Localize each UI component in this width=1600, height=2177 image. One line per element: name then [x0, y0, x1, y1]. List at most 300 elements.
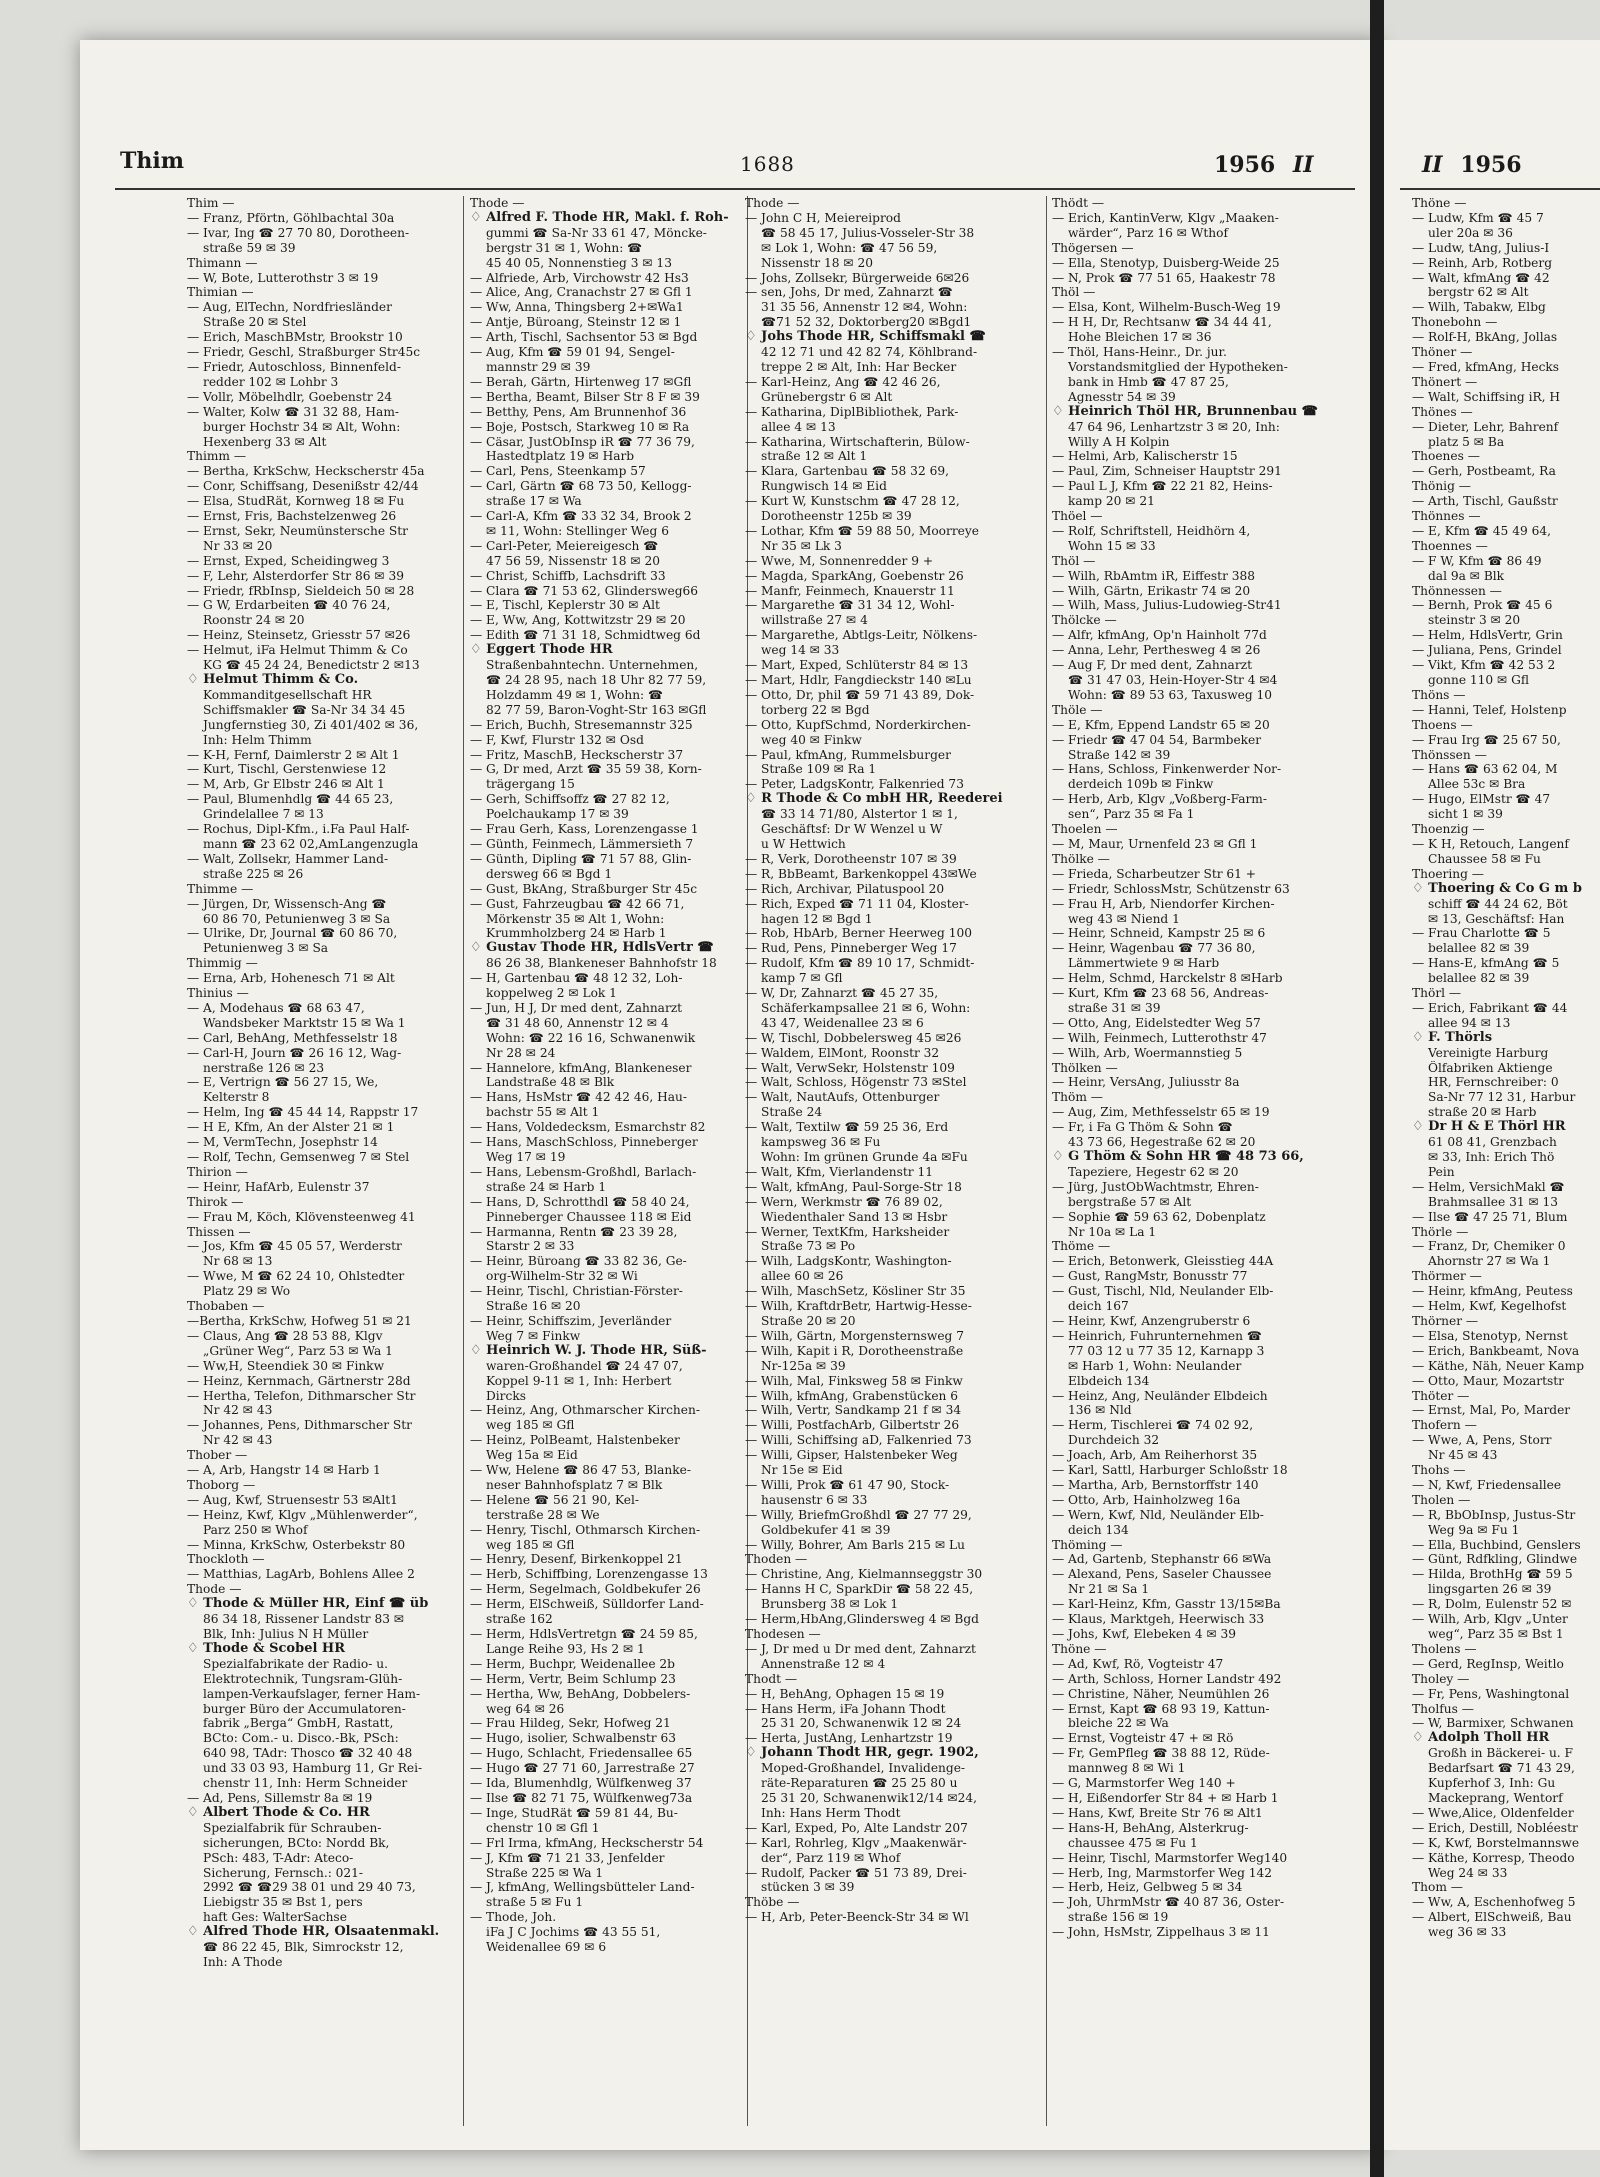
- directory-entry: — Carl-H, Journ ☎ 26 16 12, Wag-: [187, 1045, 402, 1060]
- directory-entry: redder 102 ✉ Lohbr 3: [203, 374, 339, 389]
- directory-entry: — Frieda, Scharbeutzer Str 61 +: [1052, 866, 1257, 881]
- directory-entry: — Walt, kfmAng ☎ 42: [1412, 270, 1550, 285]
- directory-entry: Thörle —: [1412, 1224, 1469, 1239]
- directory-entry: steinstr 3 ✉ 20: [1428, 613, 1521, 628]
- directory-entry: Nr 45 ✉ 43: [1428, 1448, 1498, 1463]
- directory-entry: 60 86 70, Petunienweg 3 ✉ Sa: [203, 911, 391, 926]
- directory-entry: bank in Hmb ☎ 47 87 25,: [1068, 374, 1229, 389]
- directory-entry: burger Büro der Accumulatoren-: [203, 1701, 406, 1716]
- directory-entry: — Edith ☎ 71 31 18, Schmidtweg 6d: [470, 628, 701, 643]
- directory-entry: Mackeprang, Wentorf: [1428, 1790, 1563, 1805]
- directory-entry: nerstraße 126 ✉ 23: [203, 1060, 325, 1075]
- directory-entry: straße 162: [486, 1612, 553, 1627]
- directory-entry: — Heinr, Büroang ☎ 33 82 36, Ge-: [470, 1254, 687, 1269]
- directory-entry: — Wilh, Arb, Woermannstieg 5: [1052, 1045, 1243, 1060]
- directory-entry: — Hans, Lebensm-Großhdl, Barlach-: [470, 1164, 697, 1179]
- directory-entry: 42 12 71 und 42 82 74, Köhlbrand-: [761, 345, 978, 360]
- directory-entry: — Klara, Gartenbau ☎ 58 32 69,: [745, 464, 949, 479]
- directory-entry: allee 60 ✉ 26: [761, 1269, 844, 1284]
- directory-entry: — Hanns H C, SparkDir ☎ 58 22 45,: [745, 1582, 974, 1597]
- directory-entry: — Aug, Kfm ☎ 59 01 94, Sengel-: [470, 345, 675, 360]
- directory-entry: — M, VermTechn, Josephstr 14: [187, 1135, 378, 1150]
- directory-entry: Straße 24: [761, 1105, 823, 1120]
- directory-entry: — Karl, Exped, Po, Alte Landstr 207: [745, 1820, 968, 1835]
- directory-entry: — Frau Irg ☎ 25 67 50,: [1412, 732, 1561, 747]
- directory-entry: Thoering —: [1412, 866, 1484, 881]
- directory-entry: — Frau Charlotte ☎ 5: [1412, 926, 1551, 941]
- directory-entry: torberg 22 ✉ Bgd: [761, 702, 870, 717]
- directory-entry: —Bertha, KrkSchw, Hofweg 51 ✉ 21: [187, 1313, 412, 1328]
- directory-entry: — Willi, PostfachArb, Gilbertstr 26: [745, 1418, 960, 1433]
- directory-entry: Krummholzberg 24 ✉ Harb 1: [486, 926, 667, 941]
- directory-entry: — Heinr, Schiffszim, Jeverländer: [470, 1313, 672, 1328]
- directory-entry: gummi ☎ Sa-Nr 33 61 47, Möncke-: [486, 225, 707, 240]
- directory-entry: lampen-Verkaufslager, ferner Ham-: [203, 1686, 421, 1701]
- directory-entry: — Kurt, Kfm ☎ 23 68 56, Andreas-: [1052, 986, 1269, 1001]
- directory-entry: Weidenallee 69 ✉ 6: [486, 1940, 607, 1955]
- directory-entry: — N, Prok ☎ 77 51 65, Haakestr 78: [1052, 270, 1276, 285]
- directory-entry: weg 40 ✉ Finkw: [761, 732, 862, 747]
- directory-entry: Nr 33 ✉ 20: [203, 538, 273, 553]
- directory-entry: — Walt, NautAufs, Ottenburger: [745, 1090, 940, 1105]
- directory-entry: — Paul L J, Kfm ☎ 22 21 82, Heins-: [1052, 479, 1273, 494]
- directory-entry: Straßenbahntechn. Unternehmen,: [486, 658, 699, 673]
- directory-entry: Thörmer —: [1412, 1269, 1482, 1284]
- directory-entry: waren-Großhandel ☎ 24 47 07,: [486, 1358, 683, 1373]
- directory-entry: Spezialfabrik für Schrauben-: [203, 1820, 382, 1835]
- directory-entry: Goldbekufer 41 ✉ 39: [761, 1522, 891, 1537]
- directory-entry: — Ad, Pens, Sillemstr 8a ✉ 19: [187, 1790, 373, 1805]
- directory-entry: — Erich, Betonwerk, Gleisstieg 44A: [1052, 1254, 1274, 1269]
- directory-entry: Brunsberg 38 ✉ Lok 1: [761, 1597, 899, 1612]
- directory-entry: ♢ Thode & Scobel HR: [187, 1641, 346, 1656]
- directory-entry: ♢ F. Thörls: [1412, 1030, 1493, 1045]
- directory-entry: platz 5 ✉ Ba: [1428, 434, 1505, 449]
- directory-entry: mannweg 8 ✉ Wi 1: [1068, 1761, 1186, 1776]
- directory-entry: — Otto, Dr, phil ☎ 59 71 43 89, Dok-: [745, 687, 975, 702]
- directory-entry: — Ww, Helene ☎ 86 47 53, Blanke-: [470, 1463, 691, 1478]
- directory-entry: — Margarethe ☎ 31 34 12, Wohl-: [745, 598, 955, 613]
- directory-entry: Wohn: ☎ 89 53 63, Taxusweg 10: [1068, 687, 1273, 702]
- directory-entry: — Peter, LadgsKontr, Falkenried 73: [745, 777, 964, 792]
- directory-entry: Inh: Hans Herm Thodt: [761, 1805, 901, 1820]
- directory-entry: Liebigstr 35 ✉ Bst 1, pers: [203, 1895, 363, 1910]
- directory-entry: — Günt, Rdfkling, Glindwe: [1412, 1552, 1578, 1567]
- directory-entry: — Herm, ElSchweiß, Sülldorfer Land-: [470, 1597, 704, 1612]
- directory-entry: — Aug, Kwf, Struensestr 53 ✉Alt1: [187, 1492, 398, 1507]
- directory-entry: — Ella, Buchbind, Genslers: [1412, 1537, 1581, 1552]
- directory-entry: — Günth, Feinmech, Lämmersieth 7: [470, 836, 694, 851]
- directory-entry: straße 5 ✉ Fu 1: [486, 1895, 584, 1910]
- directory-entry: ♢ Thode & Müller HR, Einf ☎ üb: [187, 1597, 429, 1612]
- directory-entry: — Herm,HbAng,Glindersweg 4 ✉ Bgd: [745, 1612, 979, 1627]
- directory-entry: — Herta, JustAng, Lenhartzstr 19: [745, 1731, 953, 1746]
- directory-entry: Thirok —: [187, 1194, 244, 1209]
- directory-entry: — Frau H, Arb, Niendorfer Kirchen-: [1052, 896, 1275, 911]
- directory-entry: — Albert, ElSchweiß, Bau: [1412, 1910, 1572, 1925]
- directory-entry: Moped-Großhandel, Invalidenge-: [761, 1761, 966, 1776]
- directory-entry: Grünebergstr 6 ✉ Alt: [761, 389, 893, 404]
- directory-entry: — F, Kwf, Flurstr 132 ✉ Osd: [470, 732, 644, 747]
- directory-entry: Thönnes —: [1412, 509, 1481, 524]
- directory-entry: Straße 20 ✉ Stel: [203, 315, 307, 330]
- directory-entry: Thöne —: [1412, 196, 1467, 210]
- directory-entry: Thimme —: [187, 881, 254, 896]
- directory-entry: lingsgarten 26 ✉ 39: [1428, 1582, 1552, 1597]
- directory-entry: — Gust, RangMstr, Bonusstr 77: [1052, 1269, 1248, 1284]
- directory-entry: treppe 2 ✉ Alt, Inh: Har Becker: [761, 359, 957, 374]
- directory-entry: ♢ G Thöm & Sohn HR ☎ 48 73 66,: [1052, 1150, 1304, 1164]
- directory-entry: kamp 20 ✉ 21: [1068, 494, 1155, 509]
- directory-entry: — Bernh, Prok ☎ 45 6: [1412, 598, 1553, 613]
- directory-entry: — F, Lehr, Alsterdorfer Str 86 ✉ 39: [187, 568, 404, 583]
- column-divider: [1046, 196, 1047, 2126]
- directory-entry: bleiche 22 ✉ Wa: [1068, 1716, 1169, 1731]
- directory-entry: Spezialfabrikate der Radio- u.: [203, 1656, 388, 1671]
- directory-entry: — Hans, D, Schrotthdl ☎ 58 40 24,: [470, 1194, 690, 1209]
- directory-entry: Wohn: Im grünen Grunde 4a ✉Fu: [761, 1150, 968, 1164]
- directory-entry: weg 64 ✉ 26: [486, 1701, 565, 1716]
- directory-entry: Nissenstr 18 ✉ 20: [761, 255, 873, 270]
- directory-entry: — Ernst, Kapt ☎ 68 93 19, Kattun-: [1052, 1701, 1270, 1716]
- directory-entry: sicht 1 ✉ 39: [1428, 807, 1503, 822]
- directory-entry: — Herm, Buchpr, Weidenallee 2b: [470, 1656, 675, 1671]
- directory-entry: — M, Arb, Gr Elbstr 246 ✉ Alt 1: [187, 777, 385, 792]
- directory-entry: — J, Dr med u Dr med dent, Zahnarzt: [745, 1641, 976, 1656]
- directory-entry: Thöle —: [1052, 702, 1103, 717]
- directory-entry: Annenstraße 12 ✉ 4: [761, 1656, 886, 1671]
- directory-column-2: [470, 196, 742, 2136]
- directory-entry: iFa J C Jochims ☎ 43 55 51,: [486, 1925, 661, 1940]
- directory-entry: — Willi, Gipser, Halstenbeker Weg: [745, 1448, 958, 1463]
- directory-entry: PSch: 483, T-Adr: Ateco-: [203, 1850, 354, 1865]
- directory-entry: — Wilh, Arb, Klgv „Unter: [1412, 1612, 1568, 1627]
- directory-entry: Bedarfsart ☎ 71 43 29,: [1428, 1761, 1575, 1776]
- directory-entry: mannstr 29 ✉ 39: [486, 359, 591, 374]
- directory-entry: — J, kfmAng, Wellingsbütteler Land-: [470, 1880, 695, 1895]
- directory-entry: — Christine, Näher, Neumühlen 26: [1052, 1686, 1270, 1701]
- directory-entry: — Ad, Gartenb, Stephanstr 66 ✉Wa: [1052, 1552, 1272, 1567]
- directory-entry: — Elsa, StudRät, Kornweg 18 ✉ Fu: [187, 494, 405, 509]
- directory-entry: ♢ R Thode & Co mbH HR, Reederei: [745, 792, 1003, 807]
- directory-entry: — Hans-E, kfmAng ☎ 5: [1412, 956, 1560, 971]
- directory-entry: Thimian —: [187, 285, 254, 300]
- directory-entry: Rungwisch 14 ✉ Eid: [761, 479, 887, 494]
- directory-entry: — Hans, MaschSchloss, Pinneberger: [470, 1135, 698, 1150]
- directory-entry: Thoelen —: [1052, 822, 1118, 837]
- running-head-keyword: Thim: [120, 148, 185, 174]
- directory-entry: org-Wilhelm-Str 32 ✉ Wi: [486, 1269, 638, 1284]
- directory-entry: — Heinz, PolBeamt, Halstenbeker: [470, 1433, 680, 1448]
- directory-entry: ♢ Thoering & Co G m b: [1412, 881, 1582, 896]
- directory-entry: — Helm, Schmd, Harckelstr 8 ✉Harb: [1052, 971, 1283, 986]
- directory-entry: 640 98, TAdr: Thosco ☎ 32 40 48: [203, 1746, 413, 1761]
- directory-entry: — E, Tischl, Keplerstr 30 ✉ Alt: [470, 598, 660, 613]
- directory-entry: Lämmertwiete 9 ✉ Harb: [1068, 956, 1220, 971]
- directory-entry: Tholey —: [1412, 1671, 1470, 1686]
- directory-entry: 2992 ☎ ☎29 38 01 und 29 40 73,: [203, 1880, 416, 1895]
- directory-entry: hagen 12 ✉ Bgd 1: [761, 911, 873, 926]
- directory-entry: — Hans ☎ 63 62 04, M: [1412, 762, 1558, 777]
- directory-entry: — Frau M, Köch, Klövensteenweg 41: [187, 1209, 416, 1224]
- directory-entry: — Arth, Tischl, Gaußstr: [1412, 494, 1558, 509]
- directory-entry: Blk, Inh: Julius N H Müller: [203, 1627, 369, 1641]
- directory-entry: — Waldem, ElMont, Roonstr 32: [745, 1045, 940, 1060]
- directory-entry: sen“, Parz 35 ✉ Fa 1: [1068, 807, 1195, 822]
- directory-entry: — Fr, Pens, Washingtonal: [1412, 1686, 1570, 1701]
- directory-entry: 61 08 41, Grenzbach: [1428, 1135, 1557, 1150]
- directory-entry: — E, Vertrign ☎ 56 27 15, We,: [187, 1075, 379, 1090]
- directory-entry: — Karl, Rohrleg, Klgv „Maakenwär-: [745, 1835, 967, 1850]
- directory-entry: belallee 82 ✉ 39: [1428, 971, 1530, 986]
- directory-entry: ✉ 11, Wohn: Stellinger Weg 6: [486, 523, 669, 538]
- directory-entry: — Friedr, Geschl, Straßburger Str45c: [187, 345, 421, 360]
- directory-entry: — Berah, Gärtn, Hirtenweg 17 ✉Gfl: [470, 374, 692, 389]
- directory-entry: Thöme —: [1052, 1239, 1111, 1254]
- directory-entry: ♢ Heinrich Thöl HR, Brunnenbau ☎: [1052, 404, 1318, 419]
- directory-entry: — H, Arb, Peter-Beenck-Str 34 ✉ Wl: [745, 1910, 969, 1925]
- directory-entry: — Carl, Gärtn ☎ 68 73 50, Kellogg-: [470, 479, 692, 494]
- directory-entry: — Heinr, Kwf, Anzengruberstr 6: [1052, 1313, 1251, 1328]
- directory-entry: ✉ 33, Inh: Erich Thö: [1428, 1150, 1555, 1164]
- directory-entry: — Herm, Tischlerei ☎ 74 02 92,: [1052, 1418, 1254, 1433]
- directory-entry: — Helm, VersichMakl ☎: [1412, 1179, 1565, 1194]
- directory-entry: Thönes —: [1412, 404, 1473, 419]
- directory-entry: — K-H, Fernf, Daimlerstr 2 ✉ Alt 1: [187, 747, 400, 762]
- directory-entry: — Gerh, Postbeamt, Ra: [1412, 464, 1556, 479]
- directory-entry: — Erich, Destill, Nobléestr: [1412, 1820, 1578, 1835]
- directory-entry: — Erna, Arb, Hohenesch 71 ✉ Alt: [187, 971, 395, 986]
- directory-entry: — Frl Irma, kfmAng, Heckscherstr 54: [470, 1835, 704, 1850]
- directory-entry: Thodesen —: [745, 1627, 821, 1641]
- directory-entry: Thönert —: [1412, 374, 1478, 389]
- directory-entry: Thoenes —: [1412, 449, 1480, 464]
- directory-entry: — Dieter, Lehr, Bahrenf: [1412, 419, 1559, 434]
- directory-entry: — Walter, Kolw ☎ 31 32 88, Ham-: [187, 404, 399, 419]
- directory-entry: — Thöl, Hans-Heinr., Dr. jur.: [1052, 345, 1227, 360]
- directory-entry: straße 59 ✉ 39: [203, 240, 296, 255]
- directory-entry: Vereinigte Harburg: [1428, 1045, 1549, 1060]
- directory-entry: belallee 82 ✉ 39: [1428, 941, 1530, 956]
- directory-entry: fabrik „Berga“ GmbH, Rastatt,: [203, 1716, 394, 1731]
- directory-entry: — Willi, Prok ☎ 61 47 90, Stock-: [745, 1477, 950, 1492]
- directory-entry: — H, Eißendorfer Str 84 + ✉ Harb 1: [1052, 1790, 1279, 1805]
- directory-entry: — Walt, Schloss, Högenstr 73 ✉Stel: [745, 1075, 967, 1090]
- directory-entry: Thölke —: [1052, 851, 1110, 866]
- directory-entry: — Hertha, Telefon, Dithmarscher Str: [187, 1388, 416, 1403]
- directory-entry: kamp 7 ✉ Gfl: [761, 971, 843, 986]
- directory-entry: 25 31 20, Schwanenwik 12 ✉ 24: [761, 1716, 962, 1731]
- directory-entry: — Karl-Heinz, Ang ☎ 42 46 26,: [745, 374, 941, 389]
- directory-entry: Jungfernstieg 30, Zi 401/402 ✉ 36,: [203, 717, 419, 732]
- directory-entry: — Helmut, iFa Helmut Thimm & Co: [187, 643, 408, 658]
- directory-entry: — Alfr, kfmAng, Op'n Hainholt 77d: [1052, 628, 1267, 643]
- directory-entry: — R, Verk, Dorotheenstr 107 ✉ 39: [745, 851, 957, 866]
- directory-entry: der“, Parz 119 ✉ Whof: [761, 1850, 901, 1865]
- directory-entry: weg 43 ✉ Niend 1: [1068, 911, 1180, 926]
- directory-entry: — Hans, Schloss, Finkenwerder Nor-: [1052, 762, 1282, 777]
- directory-entry: — Aug F, Dr med dent, Zahnarzt: [1052, 658, 1252, 673]
- directory-entry: neser Bahnhofsplatz 7 ✉ Blk: [486, 1477, 663, 1492]
- directory-entry: — Helm, Ing ☎ 45 44 14, Rappstr 17: [187, 1105, 419, 1120]
- directory-entry: Geschäftsf: Dr W Wenzel u W: [761, 822, 943, 837]
- directory-entry: Koppel 9-11 ✉ 1, Inh: Herbert: [486, 1373, 672, 1388]
- directory-entry: wärder“, Parz 16 ✉ Wthof: [1068, 225, 1228, 240]
- directory-entry: Thöm —: [1052, 1090, 1103, 1105]
- directory-entry: Mörkenstr 35 ✉ Alt 1, Wohn:: [486, 911, 665, 926]
- directory-entry: Thockloth —: [187, 1552, 265, 1567]
- directory-entry: — Jürgen, Dr, Wissensch-Ang ☎: [187, 896, 387, 911]
- directory-entry: Weg 24 ✉ 33: [1428, 1865, 1508, 1880]
- directory-entry: ✉ Harb 1, Wohn: Neulander: [1068, 1358, 1242, 1373]
- directory-entry: Lange Reihe 93, Hs 2 ✉ 1: [486, 1641, 645, 1656]
- directory-entry: — Wwe, M ☎ 62 24 10, Ohlstedter: [187, 1269, 405, 1284]
- directory-entry: — Sophie ☎ 59 63 62, Dobenplatz: [1052, 1209, 1266, 1224]
- directory-entry: Willy A H Kolpin: [1068, 434, 1170, 449]
- directory-entry: Thoborg —: [187, 1477, 256, 1492]
- directory-entry: — R, Dolm, Eulenstr 52 ✉: [1412, 1597, 1572, 1612]
- directory-entry: — Wwe, M, Sonnenredder 9 +: [745, 553, 934, 568]
- directory-entry: gonne 110 ✉ Gfl: [1428, 673, 1530, 687]
- next-volume: II: [1422, 152, 1443, 178]
- directory-entry: — Hugo ☎ 27 71 60, Jarrestraße 27: [470, 1761, 695, 1776]
- directory-entry: 82 77 59, Baron-Voght-Str 163 ✉Gfl: [486, 702, 707, 717]
- directory-entry: Roonstr 24 ✉ 20: [203, 613, 305, 628]
- directory-entry: weg 185 ✉ Gfl: [486, 1418, 575, 1433]
- directory-entry: — Magda, SparkAng, Goebenstr 26: [745, 568, 964, 583]
- directory-entry: dersweg 66 ✉ Bgd 1: [486, 866, 613, 881]
- directory-entry: — Aug, Zim, Methfesselstr 65 ✉ 19: [1052, 1105, 1270, 1120]
- directory-entry: — Fred, kfmAng, Hecks: [1412, 359, 1560, 374]
- directory-entry: — Erich, Fabrikant ☎ 44: [1412, 1000, 1568, 1015]
- directory-entry: Straße 142 ✉ 39: [1068, 747, 1171, 762]
- directory-entry: — Fr, i Fa G Thöm & Sohn ☎: [1052, 1120, 1233, 1135]
- page-number: 1688: [740, 152, 795, 176]
- directory-entry: deich 134: [1068, 1522, 1129, 1537]
- directory-entry: Kupferhof 3, Inh: Gu: [1428, 1776, 1556, 1791]
- directory-entry: — Willi, Schiffsing aD, Falkenried 73: [745, 1433, 972, 1448]
- directory-entry: — Carl, BehAng, Methfesselstr 18: [187, 1030, 398, 1045]
- directory-entry: ♢ Alfred F. Thode HR, Makl. f. Roh-: [470, 210, 729, 225]
- directory-entry: — Bertha, Beamt, Bilser Str 8 F ✉ 39: [470, 389, 700, 404]
- volume: II: [1292, 152, 1314, 178]
- directory-entry: — W, Dr, Zahnarzt ☎ 45 27 35,: [745, 986, 939, 1001]
- directory-entry: — Wern, Werkmstr ☎ 76 89 02,: [745, 1194, 943, 1209]
- directory-entry: ♢ Heinrich W. J. Thode HR, Süß-: [470, 1343, 707, 1358]
- directory-entry: Thinius —: [187, 986, 249, 1001]
- directory-entry: — Paul, Blumenhdlg ☎ 44 65 23,: [187, 792, 394, 807]
- directory-entry: — Wwe,Alice, Oldenfelder: [1412, 1805, 1574, 1820]
- directory-entry: — Johs, Zollsekr, Bürgerweide 6✉26: [745, 270, 970, 285]
- directory-entry: — W, Barmixer, Schwanen: [1412, 1716, 1574, 1731]
- directory-entry: Thober —: [187, 1448, 248, 1463]
- directory-entry: Grindelallee 7 ✉ 13: [203, 807, 324, 822]
- directory-entry: ☎ 33 14 71/80, Alstertor 1 ✉ 1,: [761, 807, 958, 822]
- directory-entry: Tholens —: [1412, 1641, 1477, 1656]
- directory-entry: — Käthe, Näh, Neuer Kamp: [1412, 1358, 1585, 1373]
- directory-entry: ♢ Helmut Thimm & Co.: [187, 673, 359, 687]
- directory-entry: — Jos, Kfm ☎ 45 05 57, Werderstr: [187, 1239, 402, 1254]
- directory-entry: Thode —: [187, 1582, 242, 1597]
- directory-column-3: [745, 196, 1041, 2136]
- directory-entry: Weg 7 ✉ Finkw: [486, 1328, 581, 1343]
- directory-entry: Durchdeich 32: [1068, 1433, 1160, 1448]
- directory-entry: ☎ 58 45 17, Julius-Vosseler-Str 38: [761, 225, 975, 240]
- directory-entry: burger Hochstr 34 ✉ Alt, Wohn:: [203, 419, 401, 434]
- directory-entry: — Hugo, isolier, Schwalbenstr 63: [470, 1731, 677, 1746]
- directory-entry: Thönig —: [1412, 479, 1471, 494]
- directory-entry: Holzdamm 49 ✉ 1, Wohn: ☎: [486, 687, 664, 702]
- directory-entry: 77 03 12 u 77 35 12, Karnapp 3: [1068, 1343, 1265, 1358]
- directory-entry: Thörner —: [1412, 1313, 1479, 1328]
- directory-entry: — Reinh, Arb, Rotberg: [1412, 255, 1553, 270]
- directory-entry: ☎ 31 48 60, Annenstr 12 ✉ 4: [486, 1015, 669, 1030]
- directory-entry: — Alfriede, Arb, Virchowstr 42 Hs3: [470, 270, 689, 285]
- directory-entry: — Carl-Peter, Meiereigesch ☎: [470, 538, 659, 553]
- directory-entry: Thöl —: [1052, 285, 1096, 300]
- directory-entry: — G W, Erdarbeiten ☎ 40 76 24,: [187, 598, 391, 613]
- directory-entry: Thölken —: [1052, 1060, 1118, 1075]
- directory-entry: — Herb, Arb, Klgv „Voßberg-Farm-: [1052, 792, 1267, 807]
- directory-entry: — Heinr, Schneid, Kampstr 25 ✉ 6: [1052, 926, 1266, 941]
- directory-entry: — Hanni, Telef, Holstenp: [1412, 702, 1567, 717]
- directory-entry: Brahmsallee 31 ✉ 13: [1428, 1194, 1559, 1209]
- directory-entry: — Walt, Kfm, Vierlandenstr 11: [745, 1164, 934, 1179]
- directory-entry: — H, Gartenbau ☎ 48 12 32, Loh-: [470, 971, 683, 986]
- directory-entry: — Fritz, MaschB, Heckscherstr 37: [470, 747, 684, 762]
- directory-entry: ♢ Adolph Tholl HR: [1412, 1731, 1550, 1746]
- directory-entry: — Käthe, Korresp, Theodo: [1412, 1850, 1575, 1865]
- directory-entry: hausenstr 6 ✉ 33: [761, 1492, 868, 1507]
- directory-entry: — Christine, Ang, Kielmannseggstr 30: [745, 1567, 983, 1582]
- directory-entry: — Herm, HdlsVertretgn ☎ 24 59 85,: [470, 1627, 698, 1641]
- directory-entry: — Heinr, HafArb, Eulenstr 37: [187, 1179, 370, 1194]
- directory-entry: Landstraße 48 ✉ Blk: [486, 1075, 615, 1090]
- directory-entry: Wiedenthaler Sand 13 ✉ Hsbr: [761, 1209, 948, 1224]
- directory-entry: — R, BbObInsp, Justus-Str: [1412, 1507, 1576, 1522]
- directory-entry: — Hans Herm, iFa Johann Thodt: [745, 1701, 946, 1716]
- directory-entry: kampsweg 36 ✉ Fu: [761, 1135, 881, 1150]
- directory-entry: ♢ Albert Thode & Co. HR: [187, 1805, 370, 1820]
- directory-entry: — Martha, Arb, Bernstorffstr 140: [1052, 1477, 1259, 1492]
- directory-entry: — Wilh, Vertr, Sandkamp 21 f ✉ 34: [745, 1403, 962, 1418]
- directory-entry: Nr-125a ✉ 39: [761, 1358, 846, 1373]
- directory-entry: — Elsa, Kont, Wilhelm-Busch-Weg 19: [1052, 300, 1281, 315]
- directory-entry: — Walt, kfmAng, Paul-Sorge-Str 18: [745, 1179, 962, 1194]
- directory-entry: — Hertha, Ww, BehAng, Dobbelers-: [470, 1686, 691, 1701]
- directory-entry: — K, Kwf, Borstelmannswe: [1412, 1835, 1580, 1850]
- directory-entry: — Ernst, Fris, Bachstelzenweg 26: [187, 509, 397, 524]
- directory-entry: und 33 03 93, Hamburg 11, Gr Rei-: [203, 1761, 423, 1776]
- directory-entry: — Willy, Bohrer, Am Barls 215 ✉ Lu: [745, 1537, 965, 1552]
- directory-entry: Poelchaukamp 17 ✉ 39: [486, 807, 629, 822]
- directory-entry: — Cäsar, JustObInsp iR ☎ 77 36 79,: [470, 434, 695, 449]
- directory-entry: — Frau Hildeg, Sekr, Hofweg 21: [470, 1716, 671, 1731]
- directory-entry: Thörl —: [1412, 986, 1462, 1001]
- directory-entry: — sen, Johs, Dr med, Zahnarzt ☎: [745, 285, 953, 300]
- directory-entry: Thödt —: [1052, 196, 1105, 210]
- directory-entry: 43 73 66, Hegestraße 62 ✉ 20: [1068, 1135, 1256, 1150]
- directory-entry: bergstr 62 ✉ Alt: [1428, 285, 1529, 300]
- directory-entry: — Wilh, KraftdrBetr, Hartwig-Hesse-: [745, 1299, 972, 1314]
- directory-entry: Wohn: ☎ 22 16 16, Schwanenwik: [486, 1030, 696, 1045]
- directory-entry: — Ernst, Mal, Po, Marder: [1412, 1403, 1571, 1418]
- directory-entry: straße 31 ✉ 39: [1068, 1000, 1161, 1015]
- directory-entry: — Ww, Anna, Thingsberg 2+✉Wa1: [470, 300, 684, 315]
- directory-entry: — Ernst, Exped, Scheidingweg 3: [187, 553, 390, 568]
- directory-entry: ♢ Eggert Thode HR: [470, 643, 613, 658]
- directory-entry: Starstr 2 ✉ 33: [486, 1239, 575, 1254]
